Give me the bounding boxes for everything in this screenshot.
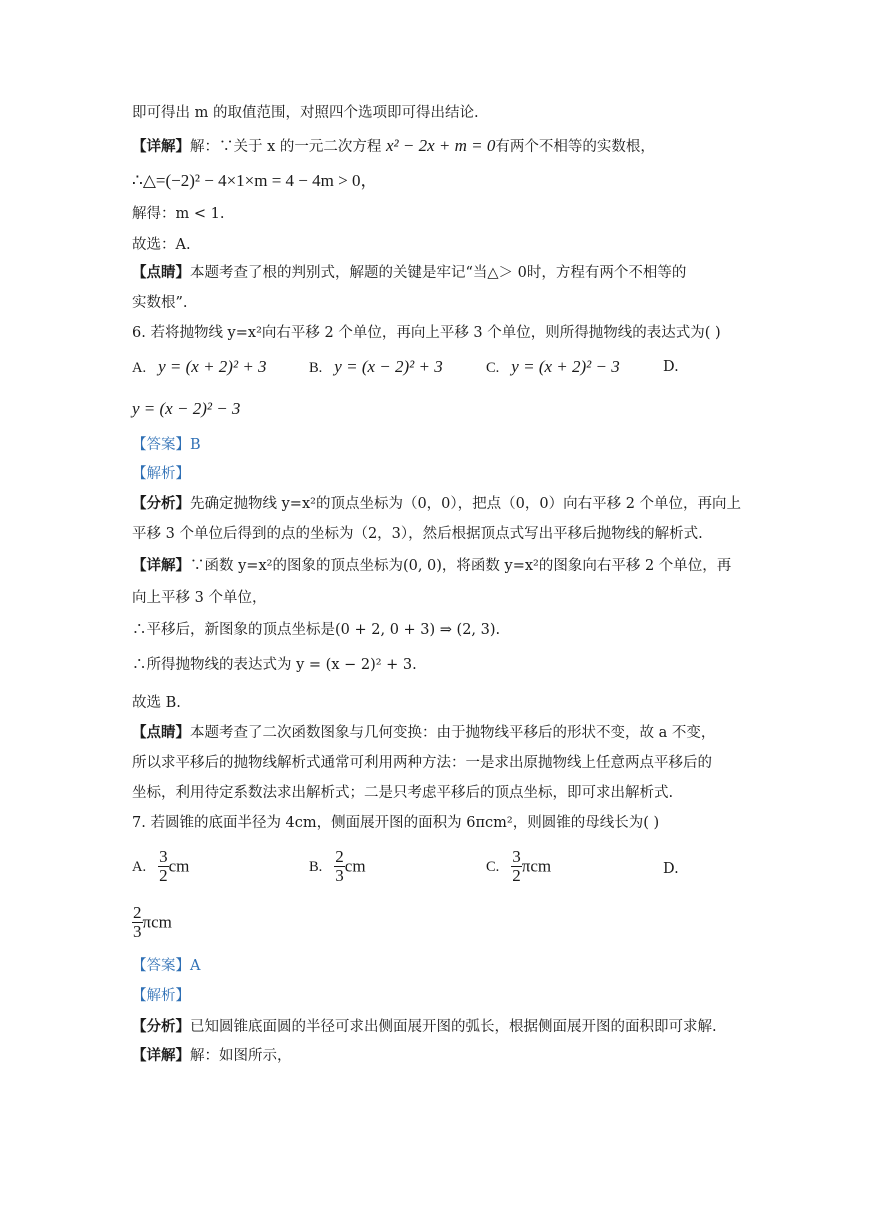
text-line: 故选 B. (132, 695, 181, 711)
text-line: 解得：m < 1. (132, 206, 225, 222)
option-label: C. (486, 858, 500, 875)
comment-tag: 【点睛】 (132, 724, 190, 741)
option-label: C. (486, 360, 500, 376)
option-c (486, 848, 551, 885)
denominator: 2 (512, 866, 521, 885)
numerator: 3 (512, 847, 521, 866)
unit: cm (168, 856, 190, 876)
option-formula: y = (x − 2)² − 3 (132, 399, 241, 418)
detail-text: 解：如图所示， (190, 1048, 292, 1064)
analysis-label: 【解析】 (132, 988, 190, 1004)
option-label: A. (132, 360, 147, 376)
option-b (309, 848, 366, 885)
option-label: A. (132, 858, 147, 875)
text-line (132, 555, 742, 577)
option-label: B. (309, 858, 323, 875)
text-line: ∴平移后，新图象的顶点坐标是(0 + 2, 0 + 3) ⇒ (2, 3). (132, 622, 501, 638)
numerator: 2 (133, 903, 142, 922)
option-d (132, 904, 172, 941)
option-d-label: D. (663, 359, 679, 375)
text-line (132, 722, 742, 744)
fraction (334, 848, 345, 885)
option-formula: y = (x + 2)² + 3 (158, 357, 267, 376)
option-d (132, 398, 240, 421)
answer-label: 【答案】B (132, 437, 201, 453)
text-line: 故选：A. (132, 237, 191, 253)
analysis-text: 已知圆锥底面圆的半径可求出侧面展开图的弧长，根据侧面展开图的面积即可求解. (190, 1019, 717, 1035)
comment-text: 本题考查了根的判别式，解题的关键是牢记“当△＞ 0时，方程有两个不相等的 (190, 265, 687, 281)
detail-text: 解：∵关于 x 的一元二次方程 (190, 139, 382, 155)
option-label: B. (309, 360, 323, 376)
detail-tag: 【详解】 (132, 557, 190, 574)
unit: cm (344, 856, 366, 876)
text-line (132, 1016, 742, 1038)
text-line (132, 493, 742, 515)
detail-text: ∵函数 y=x²的图象的顶点坐标为(0, 0)，将函数 y=x²的图象向右平移 2 个单位，再 (190, 558, 732, 574)
detail-tag: 【详解】 (132, 1047, 190, 1064)
option-b (309, 356, 443, 379)
fraction (132, 904, 143, 941)
text-line: 实数根”. (132, 295, 188, 311)
text-line: 即可得出 m 的取值范围，对照四个选项即可得出结论. (132, 105, 479, 121)
unit: πcm (142, 912, 172, 932)
analysis-tag: 【分析】 (132, 1018, 190, 1035)
text-line: 坐标，利用待定系数法求出解析式；二是只考虑平移后的顶点坐标，即可求出解析式. (132, 785, 674, 801)
unit: πcm (521, 856, 552, 876)
option-a (132, 356, 267, 379)
numerator: 3 (159, 847, 168, 866)
equation: x² − 2x + m = 0 (386, 136, 496, 155)
comment-text: 本题考查了二次函数图象与几何变换：由于抛物线平移后的形状不变，故 a 不变， (190, 725, 716, 741)
option-formula: y = (x − 2)² + 3 (334, 357, 443, 376)
analysis-tag: 【分析】 (132, 495, 190, 512)
denominator: 2 (159, 866, 168, 885)
comment-tag: 【点睛】 (132, 264, 190, 281)
question-6-stem: 6. 若将抛物线 y=x²向右平移 2 个单位，再向上平移 3 个单位，则所得抛物线的表达式为( ) (132, 325, 721, 341)
option-d-label: D. (663, 861, 679, 877)
text-line: 所以求平移后的抛物线解析式通常可利用两种方法：一是求出原抛物线上任意两点平移后的 (132, 755, 712, 771)
text-line (132, 135, 742, 158)
denominator: 3 (133, 922, 142, 941)
option-c (486, 356, 620, 379)
equation-line: ∴△=(−2)² − 4×1×m = 4 − 4m > 0， (132, 171, 378, 190)
option-formula: y = (x + 2)² − 3 (511, 357, 620, 376)
detail-tag: 【详解】 (132, 138, 190, 155)
answer-label: 【答案】A (132, 958, 201, 974)
text-line (132, 1045, 742, 1067)
option-a (132, 848, 189, 885)
numerator: 2 (335, 847, 344, 866)
fraction (158, 848, 169, 885)
denominator: 3 (335, 866, 344, 885)
text-line: ∴所得抛物线的表达式为 y = (x − 2)² + 3. (132, 657, 417, 673)
text-line (132, 262, 742, 284)
fraction (511, 848, 522, 885)
detail-tail: 有两个不相等的实数根， (495, 139, 655, 155)
question-7-stem: 7. 若圆锥的底面半径为 4cm，侧面展开图的面积为 6πcm²，则圆锥的母线长为( ) (132, 815, 660, 831)
analysis-text: 先确定抛物线 y=x²的顶点坐标为（0，0），把点（0，0）向右平移 2 个单位，再向上 (190, 496, 742, 512)
text-line: 平移 3 个单位后得到的点的坐标为（2，3），然后根据顶点式写出平移后抛物线的解析式. (132, 526, 703, 542)
text-line: 向上平移 3 个单位， (132, 590, 267, 606)
analysis-label: 【解析】 (132, 466, 190, 482)
